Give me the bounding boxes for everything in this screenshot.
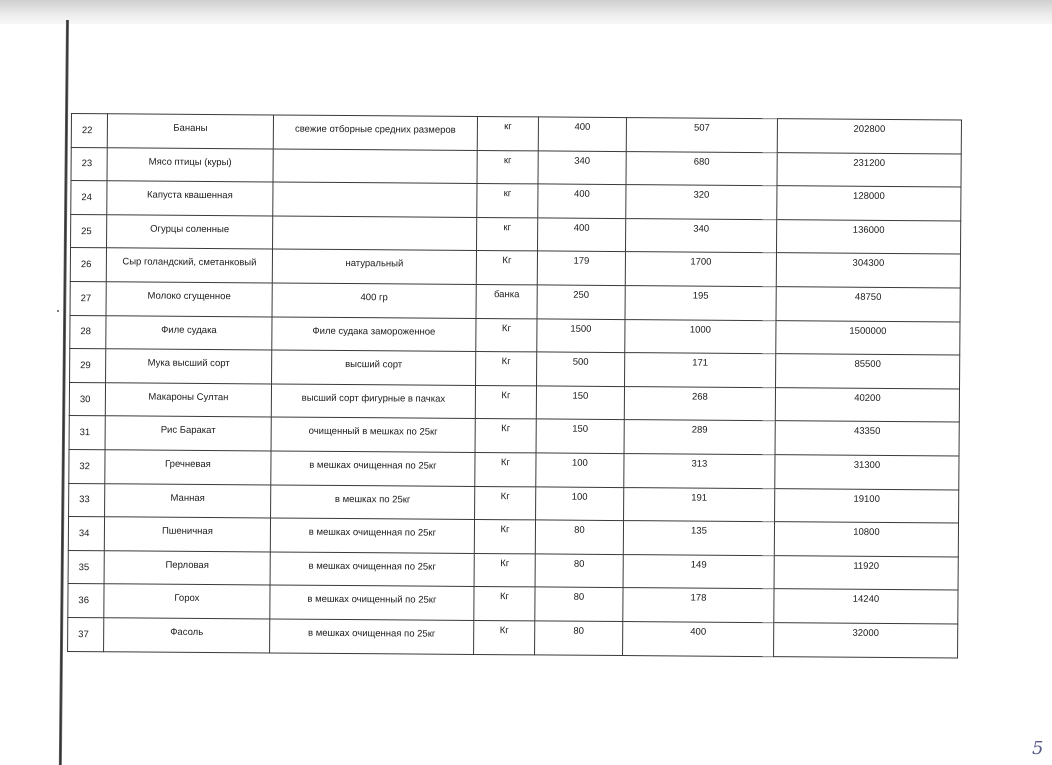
row-number-cell: 36: [68, 584, 104, 618]
row-number-cell: 27: [70, 281, 106, 315]
quantity-cell: 80: [535, 520, 623, 554]
price-cell: 340: [625, 218, 776, 253]
item-name-cell: Перловая: [104, 550, 270, 585]
quantity-cell: 100: [536, 486, 624, 520]
scan-speck: [57, 310, 59, 312]
row-number-cell: 33: [69, 483, 105, 517]
quantity-cell: 100: [536, 453, 624, 487]
quantity-cell: 80: [535, 554, 623, 588]
unit-cell: Кг: [475, 419, 536, 453]
price-cell: 1700: [625, 252, 776, 287]
item-description-cell: высший сорт: [272, 350, 476, 385]
row-number-cell: 31: [69, 416, 105, 450]
item-description-cell: в мешках очищенная по 25кг: [270, 552, 474, 587]
quantity-cell: 150: [536, 386, 624, 420]
item-description-cell: очищенный в мешках по 25кг: [271, 417, 475, 452]
unit-cell: Кг: [474, 553, 535, 587]
price-cell: 507: [626, 118, 777, 153]
item-name-cell: Макароны Султан: [105, 383, 271, 418]
item-name-cell: Горох: [104, 584, 270, 619]
item-name-cell: Мясо птицы (куры): [107, 147, 273, 182]
row-number-cell: 22: [71, 114, 107, 148]
price-cell: 680: [626, 151, 777, 186]
item-description-cell: в мешках очищенный по 25кг: [270, 585, 474, 620]
quantity-cell: 150: [536, 419, 624, 453]
item-name-cell: Сыр голандский, сметанковый: [106, 248, 272, 283]
unit-cell: кг: [477, 150, 538, 184]
price-cell: 268: [624, 386, 775, 421]
item-name-cell: Гречневая: [105, 450, 271, 485]
quantity-cell: 400: [538, 117, 626, 151]
table-body: [68, 114, 962, 658]
total-cell: 136000: [776, 219, 960, 254]
unit-cell: банка: [476, 284, 537, 318]
total-cell: 11920: [774, 555, 958, 590]
quantity-cell: 250: [537, 285, 625, 319]
row-number-cell: 35: [68, 550, 104, 584]
row-number-cell: 28: [70, 315, 106, 349]
quantity-cell: 500: [537, 352, 625, 386]
item-description-cell: свежие отборные средних размеров: [273, 115, 477, 150]
row-number-cell: 25: [71, 214, 107, 248]
unit-cell: кг: [477, 116, 538, 150]
price-cell: 135: [623, 521, 774, 556]
quantity-cell: 179: [537, 251, 625, 285]
unit-cell: Кг: [474, 587, 535, 621]
row-number-cell: 23: [71, 147, 107, 181]
unit-cell: Кг: [474, 520, 535, 554]
row-number-cell: 26: [70, 248, 106, 282]
row-number-cell: 24: [71, 181, 107, 215]
quantity-cell: 340: [538, 151, 626, 185]
total-cell: 43350: [775, 421, 959, 456]
total-cell: 1500000: [776, 320, 960, 355]
total-cell: 19100: [775, 488, 959, 523]
total-cell: 14240: [774, 589, 958, 624]
total-cell: 48750: [776, 287, 960, 322]
quantity-cell: 80: [535, 621, 623, 655]
row-number-cell: 29: [70, 349, 106, 383]
item-description-cell: натуральный: [272, 249, 476, 284]
item-name-cell: Бананы: [107, 114, 273, 149]
item-name-cell: Филе судака: [106, 315, 272, 350]
price-cell: 171: [625, 353, 776, 388]
item-description-cell: в мешках по 25кг: [271, 485, 475, 520]
item-name-cell: Огурцы соленные: [107, 215, 273, 250]
item-name-cell: Капуста квашенная: [107, 181, 273, 216]
item-description-cell: в мешках очищенная по 25кг: [271, 451, 475, 486]
total-cell: 10800: [774, 522, 958, 557]
total-cell: 32000: [774, 623, 958, 658]
page-number: 5: [1032, 738, 1044, 759]
price-cell: 149: [623, 554, 774, 589]
item-description-cell: 400 гр: [272, 283, 476, 318]
row-number-cell: 37: [68, 617, 104, 651]
item-description-cell: [273, 216, 477, 251]
quantity-cell: 1500: [537, 318, 625, 352]
table-row: [68, 617, 958, 657]
unit-cell: Кг: [474, 620, 535, 654]
price-cell: 400: [623, 621, 774, 656]
scan-top-edge: [0, 0, 1052, 24]
item-description-cell: высший сорт фигурные в пачках: [271, 384, 475, 419]
total-cell: 85500: [776, 354, 960, 389]
unit-cell: кг: [477, 217, 538, 251]
item-description-cell: [273, 182, 477, 217]
unit-cell: Кг: [475, 452, 536, 486]
total-cell: 128000: [777, 186, 961, 221]
row-number-cell: 30: [69, 382, 105, 416]
item-description-cell: [273, 149, 477, 184]
unit-cell: кг: [477, 184, 538, 218]
unit-cell: Кг: [475, 385, 536, 419]
total-cell: 231200: [777, 152, 961, 187]
total-cell: 31300: [775, 455, 959, 490]
total-cell: 202800: [777, 119, 961, 154]
price-cell: 313: [624, 454, 775, 489]
total-cell: 304300: [776, 253, 960, 288]
unit-cell: Кг: [476, 251, 537, 285]
item-description-cell: в мешках очищенная по 25кг: [270, 518, 474, 553]
item-name-cell: Фасоль: [104, 618, 270, 653]
item-name-cell: Молоко сгущенное: [106, 282, 272, 317]
quantity-cell: 400: [537, 218, 625, 252]
unit-cell: Кг: [476, 318, 537, 352]
quantity-cell: 80: [535, 587, 623, 621]
row-number-cell: 34: [68, 517, 104, 551]
binding-margin-line: [59, 20, 69, 765]
price-cell: 1000: [625, 319, 776, 354]
item-name-cell: Пшеничная: [104, 517, 270, 552]
price-cell: 195: [625, 286, 776, 321]
goods-table: [67, 113, 962, 658]
quantity-cell: 400: [538, 184, 626, 218]
item-name-cell: Мука высший сорт: [106, 349, 272, 384]
row-number-cell: 32: [69, 449, 105, 483]
price-cell: 191: [624, 487, 775, 522]
unit-cell: Кг: [475, 486, 536, 520]
item-name-cell: Манная: [105, 483, 271, 518]
unit-cell: Кг: [476, 352, 537, 386]
total-cell: 40200: [775, 387, 959, 422]
goods-table-wrapper: [67, 113, 962, 658]
item-description-cell: Филе судака замороженное: [272, 317, 476, 352]
price-cell: 289: [624, 420, 775, 455]
item-description-cell: в мешках очищенная по 25кг: [270, 619, 474, 654]
item-name-cell: Рис Баракат: [105, 416, 271, 451]
price-cell: 178: [623, 588, 774, 623]
price-cell: 320: [626, 185, 777, 220]
